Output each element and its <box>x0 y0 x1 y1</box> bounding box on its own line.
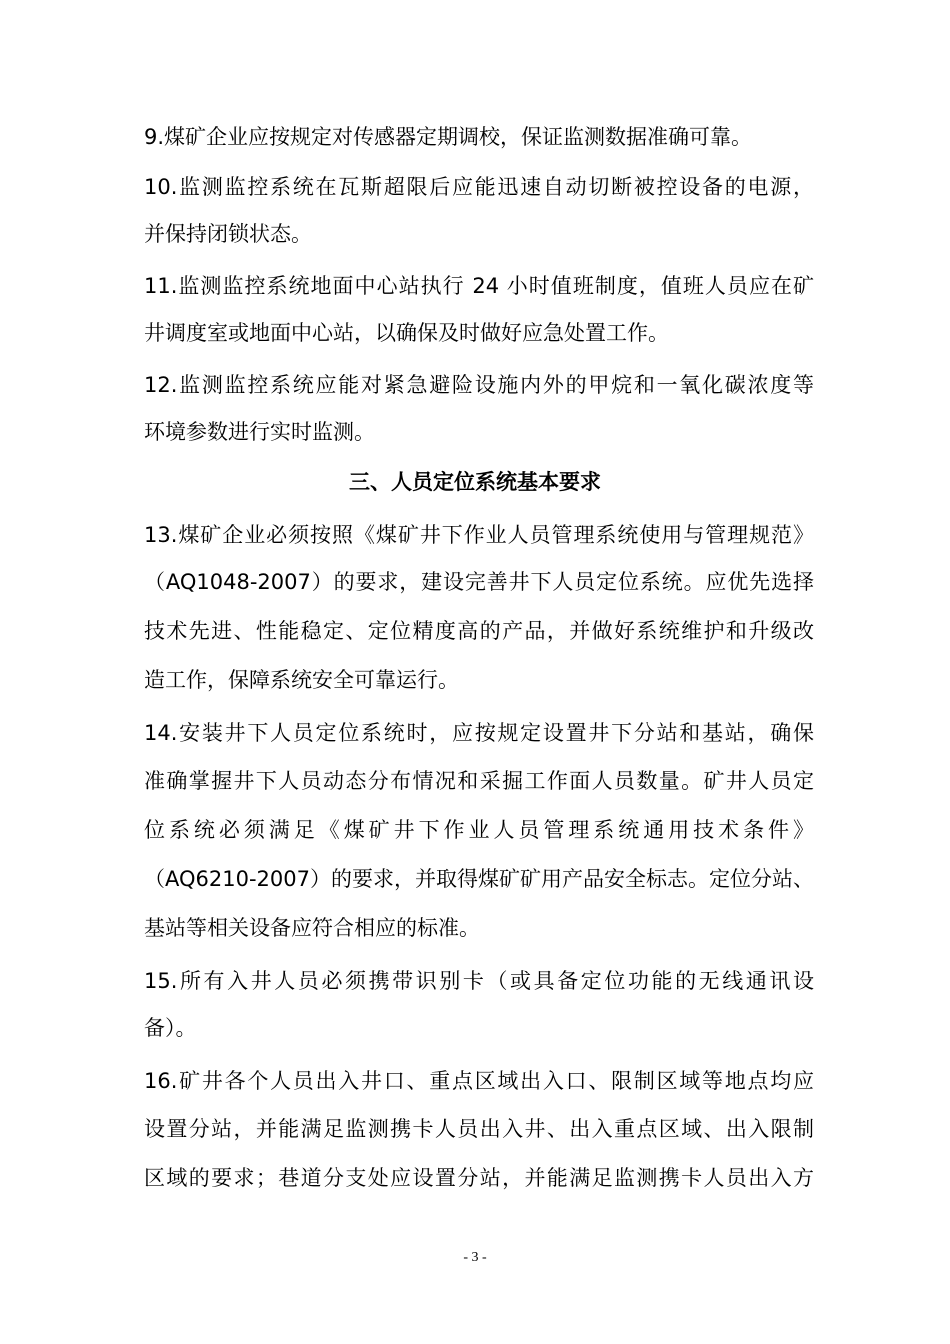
paragraph-11-line-2: 井调度室或地面中心站，以确保及时做好应急处置工作。 <box>144 321 669 345</box>
paragraph-13-line-1: 13.煤矿企业必须按照《煤矿井下作业人员管理系统使用与管理规范》 <box>144 523 814 547</box>
paragraph-15-line-1: 15.所有入井人员必须携带识别卡（或具备定位功能的无线通讯设 <box>144 969 814 993</box>
paragraph-14-line-4: （AQ6210-2007）的要求，并取得煤矿矿用产品安全标志。定位分站、 <box>144 867 814 891</box>
paragraph-16-line-2: 设置分站，并能满足监测携卡人员出入井、出入重点区域、出入限制 <box>144 1117 814 1141</box>
paragraph-13-line-3: 技术先进、性能稳定、定位精度高的产品，并做好系统维护和升级改 <box>144 619 814 643</box>
paragraph-15-line-2: 备）。 <box>144 1016 197 1040</box>
paragraph-11-line-1: 11.监测监控系统地面中心站执行 24 小时值班制度，值班人员应在矿 <box>144 274 814 298</box>
paragraph-10-line-1: 10.监测监控系统在瓦斯超限后应能迅速自动切断被控设备的电源， <box>144 175 814 199</box>
paragraph-13-line-4: 造工作，保障系统安全可靠运行。 <box>144 668 459 692</box>
section-heading: 三、人员定位系统基本要求 <box>349 470 601 494</box>
paragraph-14-line-1: 14.安装井下人员定位系统时，应按规定设置井下分站和基站，确保 <box>144 721 814 745</box>
page-number: - 3 - <box>463 1250 487 1265</box>
paragraph-10-line-2: 并保持闭锁状态。 <box>144 222 312 246</box>
paragraph-14-line-2: 准确掌握井下人员动态分布情况和采掘工作面人员数量。矿井人员定 <box>144 769 814 793</box>
paragraph-13-line-2: （AQ1048-2007）的要求，建设完善井下人员定位系统。应优先选择 <box>144 570 814 594</box>
paragraph-12-line-2: 环境参数进行实时监测。 <box>144 420 375 444</box>
paragraph-14-line-3: 位系统必须满足《煤矿井下作业人员管理系统通用技术条件》 <box>144 818 814 842</box>
paragraph-16-line-1: 16.矿井各个人员出入井口、重点区域出入口、限制区域等地点均应 <box>144 1069 814 1093</box>
paragraph-16-line-3: 区域的要求；巷道分支处应设置分站，并能满足监测携卡人员出入方 <box>144 1166 814 1190</box>
paragraph-14-line-5: 基站等相关设备应符合相应的标准。 <box>144 916 480 940</box>
paragraph-9-line-1: 9.煤矿企业应按规定对传感器定期调校，保证监测数据准确可靠。 <box>144 125 753 149</box>
paragraph-12-line-1: 12.监测监控系统应能对紧急避险设施内外的甲烷和一氧化碳浓度等 <box>144 373 814 397</box>
